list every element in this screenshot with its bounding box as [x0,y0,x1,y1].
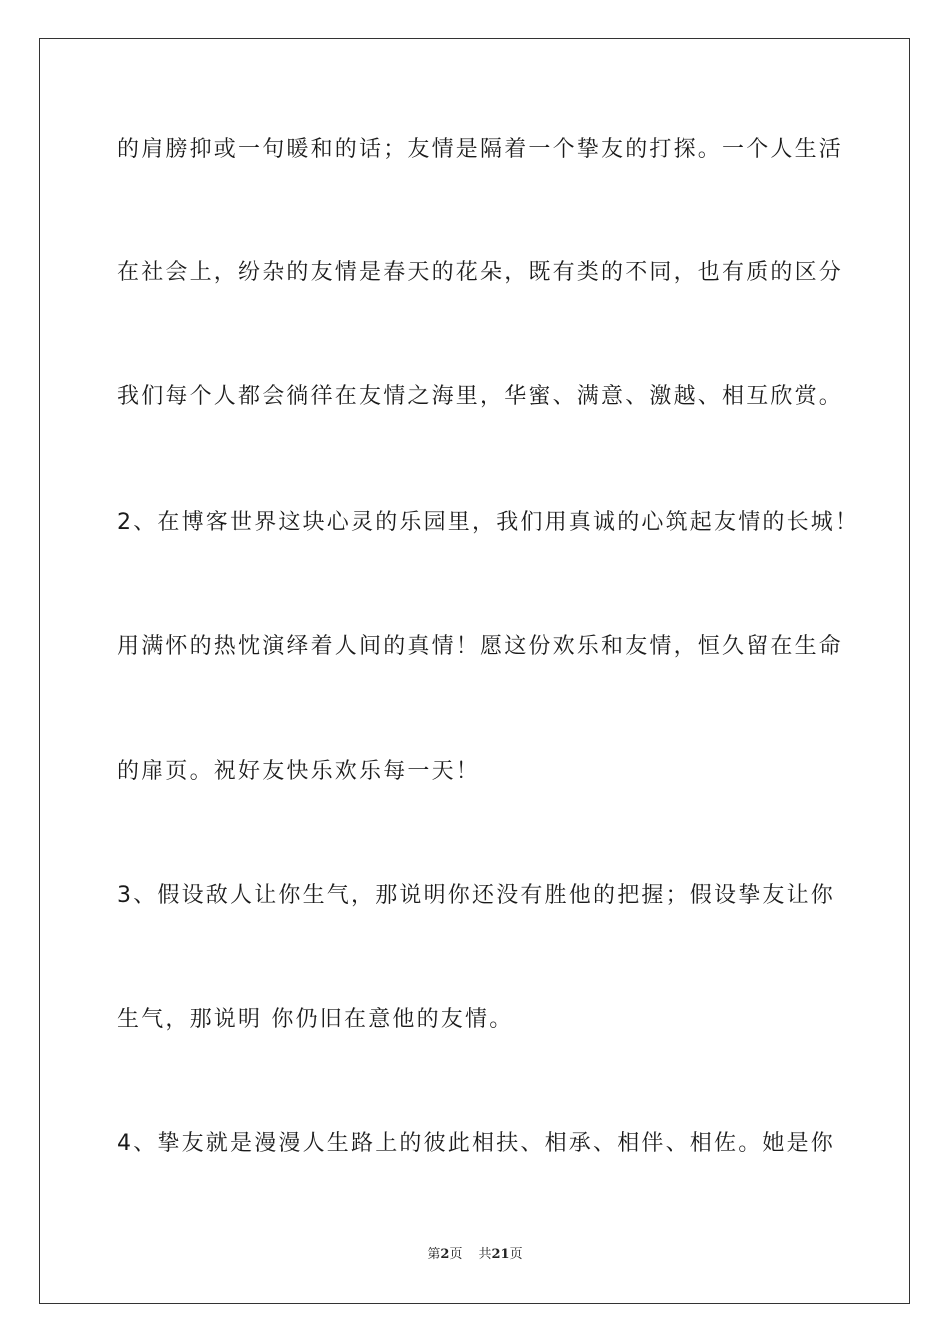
text-line-7: 3、假设敌人让你生气，那说明你还没有胜他的把握；假设挚友让你 [117,883,835,908]
total-pages: 21 [491,1247,510,1262]
text-line-6: 的扉页。祝好友快乐欢乐每一天！ [117,759,481,784]
text-line-4: 2、在博客世界这块心灵的乐园里，我们用真诚的心筑起友情的长城！ [117,510,860,535]
text-line-8: 生气，那说明 你仍旧在意他的友情。 [117,1007,514,1032]
text-line-9: 4、挚友就是漫漫人生路上的彼此相扶、相承、相伴、相佐。她是你 [117,1131,835,1156]
total-prefix: 共 [478,1247,492,1262]
total-suffix: 页 [509,1247,523,1262]
text-line-3: 我们每个人都会徜徉在友情之海里，华蜜、满意、激越、相互欣赏。 [117,384,844,409]
page-border [39,38,910,1304]
page-number: 2 [440,1247,450,1262]
text-line-1: 的肩膀抑或一句暖和的话；友情是隔着一个挚友的打探。一个人生活 [117,137,844,162]
page-footer [0,1246,950,1264]
text-line-2: 在社会上，纷杂的友情是春天的花朵，既有类的不同，也有质的区分 [117,260,844,285]
text-line-5: 用满怀的热忱演绎着人间的真情！愿这份欢乐和友情，恒久留在生命 [117,634,844,659]
page-suffix: 页 [449,1247,463,1262]
page-prefix: 第 [427,1247,441,1262]
